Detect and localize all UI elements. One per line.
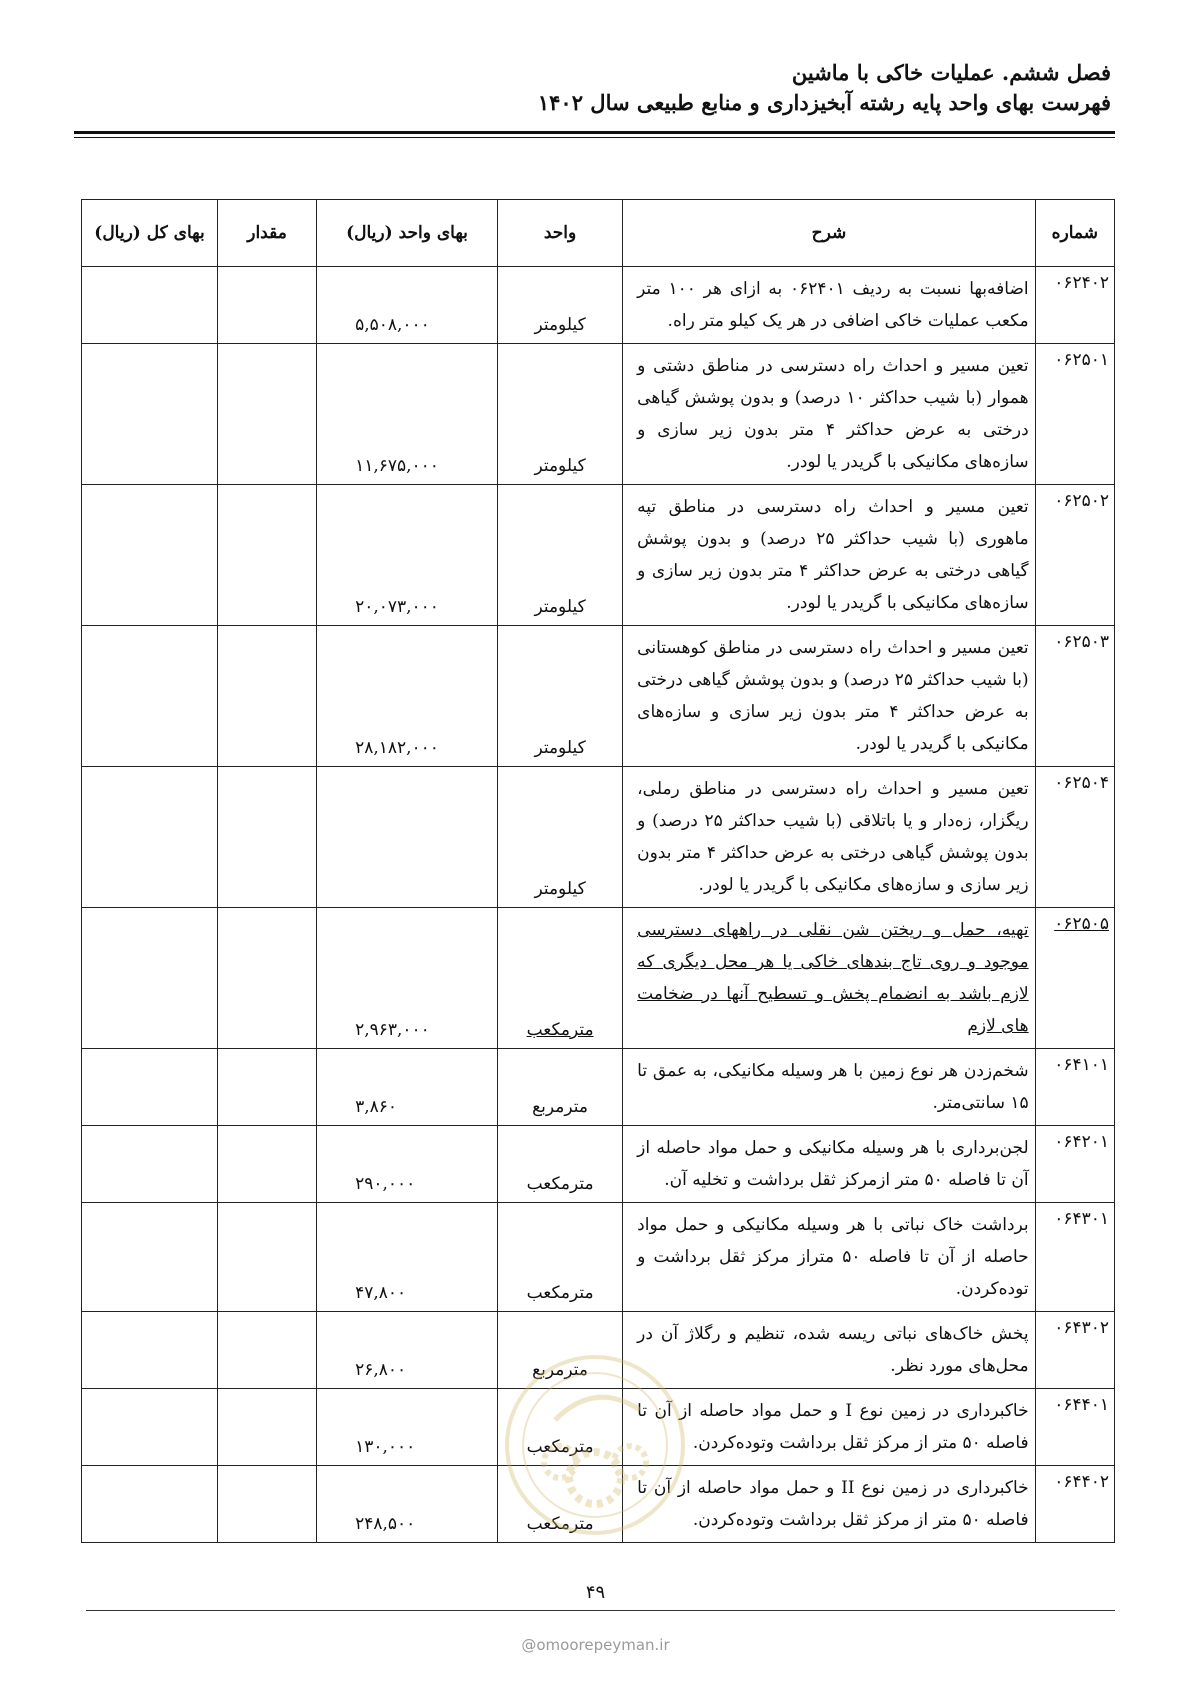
unit-price-cell: ۴۷,۸۰۰ — [317, 1203, 498, 1312]
unit-price-cell: ۲۸,۱۸۲,۰۰۰ — [317, 626, 498, 767]
unit-cell: کیلومتر — [497, 344, 622, 485]
unit-cell: مترمکعب — [497, 908, 622, 1049]
quantity-cell — [218, 1466, 317, 1543]
table-row — [82, 344, 1115, 485]
description-cell: خاکبرداری در زمین نوع II و حمل مواد حاصله از آن تا فاصله ۵۰ متر از مرکز ثقل برداشت وتوده‌کردن. — [623, 1466, 1035, 1543]
description-cell: برداشت خاک نباتی با هر وسیله مکانیکی و حمل مواد حاصله از آن تا فاصله ۵۰ متراز مرکز ثقل برداشت و توده‌کردن. — [623, 1203, 1035, 1312]
total-cell — [82, 485, 218, 626]
unit-price-cell: ۲,۹۶۳,۰۰۰ — [317, 908, 498, 1049]
description-cell: تعین مسیر و احداث راه دسترسی در مناطق رملی، ریگزار، زه‌دار و یا باتلاقی (با شیب حداکثر ۲۵ درصد) و بدون پوشش گیاهی درختی به عرض حداکثر ۴ متر بدون زیر سازی و سازه‌های مکانیکی با گریدر یا لودر. — [623, 767, 1035, 908]
code-cell: ۰۶۲۴۰۲ — [1035, 267, 1114, 344]
total-cell — [82, 1466, 218, 1543]
table-header-row — [82, 200, 1115, 267]
unit-cell: کیلومتر — [497, 267, 622, 344]
description-cell: تعین مسیر و احداث راه دسترسی در مناطق دشتی و هموار (با شیب حداکثر ۱۰ درصد) و بدون پوشش گیاهی درختی به عرض حداکثر ۴ متر بدون زیر سازی و سازه‌های مکانیکی با گریدر یا لودر. — [623, 344, 1035, 485]
document-subtitle: فهرست بهای واحد پایه رشته آبخیزداری و منابع طبیعی سال ۱۴۰۲ — [537, 90, 1111, 115]
table-row — [82, 485, 1115, 626]
total-cell — [82, 908, 218, 1049]
quantity-cell — [218, 767, 317, 908]
description-cell: لجن‌برداری با هر وسیله مکانیکی و حمل مواد حاصله از آن تا فاصله ۵۰ متر ازمرکز ثقل برداشت و تخلیه آن. — [623, 1126, 1035, 1203]
header-rule-thin — [74, 137, 1115, 138]
header-total: بهای کل (ریال) — [82, 200, 218, 267]
unit-cell: مترمکعب — [497, 1203, 622, 1312]
description-cell: تعین مسیر و احداث راه دسترسی در مناطق کوهستانی (با شیب حداکثر ۲۵ درصد) و بدون پوشش گیاهی درختی به عرض حداکثر ۴ متر بدون زیر سازی و سازه‌های مکانیکی با گریدر یا لودر. — [623, 626, 1035, 767]
total-cell — [82, 267, 218, 344]
description-cell: شخم‌زدن هر نوع زمین با هر وسیله مکانیکی، به عمق تا ۱۵ سانتی‌متر. — [623, 1049, 1035, 1126]
quantity-cell — [218, 908, 317, 1049]
unit-price-cell: ۳,۸۶۰ — [317, 1049, 498, 1126]
header-rule-thick — [74, 131, 1115, 134]
total-cell — [82, 1049, 218, 1126]
code-cell: ۰۶۴۳۰۲ — [1035, 1312, 1114, 1389]
description-cell: خاکبرداری در زمین نوع I و حمل مواد حاصله از آن تا فاصله ۵۰ متر از مرکز ثقل برداشت وتوده‌کردن. — [623, 1389, 1035, 1466]
total-cell — [82, 1389, 218, 1466]
quantity-cell — [218, 1203, 317, 1312]
table-row — [82, 767, 1115, 908]
code-cell: ۰۶۴۴۰۱ — [1035, 1389, 1114, 1466]
total-cell — [82, 344, 218, 485]
quantity-cell — [218, 344, 317, 485]
code-cell: ۰۶۴۲۰۱ — [1035, 1126, 1114, 1203]
quantity-cell — [218, 485, 317, 626]
unit-price-cell: ۲۴۸,۵۰۰ — [317, 1466, 498, 1543]
website-watermark: @omoorepeyman.ir — [521, 1636, 670, 1654]
header-quantity: مقدار — [218, 200, 317, 267]
table-row — [82, 1203, 1115, 1312]
table-row — [82, 908, 1115, 1049]
total-cell — [82, 626, 218, 767]
quantity-cell — [218, 1312, 317, 1389]
unit-cell: مترمربع — [497, 1312, 622, 1389]
unit-price-cell — [317, 767, 498, 908]
description-cell: اضافه‌بها نسبت به ردیف ۰۶۲۴۰۱ به ازای هر ۱۰۰ متر مکعب عملیات خاکی اضافی در هر یک کیلو متر راه. — [623, 267, 1035, 344]
total-cell — [82, 767, 218, 908]
header-unit-price: بهای واحد (ریال) — [317, 200, 498, 267]
gear-stamp-icon — [500, 1350, 690, 1540]
total-cell — [82, 1126, 218, 1203]
unit-price-cell: ۱۱,۶۷۵,۰۰۰ — [317, 344, 498, 485]
code-cell: ۰۶۲۵۰۵ — [1035, 908, 1114, 1049]
code-cell: ۰۶۴۳۰۱ — [1035, 1203, 1114, 1312]
total-cell — [82, 1203, 218, 1312]
quantity-cell — [218, 1389, 317, 1466]
code-cell: ۰۶۲۵۰۱ — [1035, 344, 1114, 485]
table-row — [82, 1126, 1115, 1203]
unit-cell: کیلومتر — [497, 626, 622, 767]
code-cell: ۰۶۲۵۰۲ — [1035, 485, 1114, 626]
table-row — [82, 626, 1115, 767]
unit-cell: مترمکعب — [497, 1466, 622, 1543]
header-unit: واحد — [497, 200, 622, 267]
description-cell: تهیه، حمل و ریختن شن نقلی در راههای دسترسی موجود و روی تاج بندهای خاکی یا هر محل دیگری که لازم باشد به انضمام پخش و تسطیح آنها در ضخامت های لازم — [623, 908, 1035, 1049]
header-code: شماره — [1035, 200, 1114, 267]
total-cell — [82, 1312, 218, 1389]
price-table — [81, 199, 1115, 1543]
unit-cell: کیلومتر — [497, 485, 622, 626]
code-cell: ۰۶۴۴۰۲ — [1035, 1466, 1114, 1543]
code-cell: ۰۶۴۱۰۱ — [1035, 1049, 1114, 1126]
footer-rule — [86, 1610, 1115, 1611]
table-row — [82, 267, 1115, 344]
quantity-cell — [218, 1049, 317, 1126]
description-cell: پخش خاک‌های نباتی ریسه شده، تنظیم و رگلاژ آن در محل‌های مورد نظر. — [623, 1312, 1035, 1389]
unit-price-cell: ۵,۵۰۸,۰۰۰ — [317, 267, 498, 344]
header-desc: شرح — [623, 200, 1035, 267]
unit-cell: کیلومتر — [497, 767, 622, 908]
quantity-cell — [218, 1126, 317, 1203]
table-row — [82, 1049, 1115, 1126]
unit-cell: مترمکعب — [497, 1126, 622, 1203]
unit-price-cell: ۲۰,۰۷۳,۰۰۰ — [317, 485, 498, 626]
quantity-cell — [218, 626, 317, 767]
unit-price-cell: ۲۹۰,۰۰۰ — [317, 1126, 498, 1203]
code-cell: ۰۶۲۵۰۴ — [1035, 767, 1114, 908]
quantity-cell — [218, 267, 317, 344]
unit-price-cell: ۱۳۰,۰۰۰ — [317, 1389, 498, 1466]
code-cell: ۰۶۲۵۰۳ — [1035, 626, 1114, 767]
description-cell: تعین مسیر و احداث راه دسترسی در مناطق تپه ماهوری (با شیب حداکثر ۲۵ درصد) و بدون پوشش گیاهی درختی به عرض حداکثر ۴ متر بدون زیر سازی و سازه‌های مکانیکی با گریدر یا لودر. — [623, 485, 1035, 626]
unit-cell: مترمکعب — [497, 1389, 622, 1466]
page-header — [71, 58, 1111, 118]
chapter-title: فصل ششم. عملیات خاکی با ماشین — [791, 60, 1111, 85]
unit-price-cell: ۲۶,۸۰۰ — [317, 1312, 498, 1389]
unit-cell: مترمربع — [497, 1049, 622, 1126]
page-number: ۴۹ — [585, 1582, 606, 1603]
